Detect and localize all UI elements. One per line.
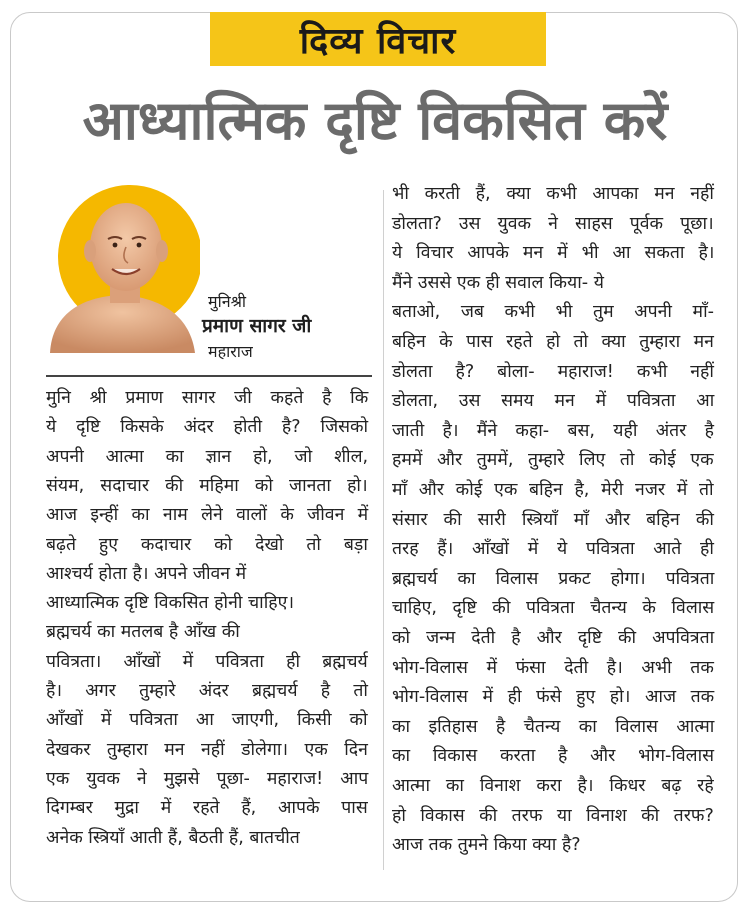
article-text-line: डोलता? उस युवक ने साहस पूर्वक पूछा। — [392, 213, 714, 234]
article-text-line: आध्यात्मिक दृष्टि विकसित होनी चाहिए। — [46, 593, 295, 614]
article-text-line: चाहिए, दृष्टि की पवित्रता चैतन्य के विलास — [392, 598, 715, 619]
article-text-line: आँखों में पवित्रता आ जाएगी, किसी को — [46, 710, 368, 731]
article-text-line: जाती है। मैंने कहा- बस, यही अंतर है — [392, 420, 715, 441]
article-text-line: ब्रह्मचर्य का विलास प्रकट होगा। पवित्रता — [392, 568, 715, 589]
article-text-line: बहिन के पास रहते हो तो क्या तुम्हारा मन — [392, 332, 714, 352]
article-text-line: आज तक तुमने किया क्या है? — [392, 835, 581, 856]
author-title: मुनिश्री — [208, 292, 247, 311]
article-text-line: ये दृष्टि किसके अंदर होती है? जिसको — [46, 417, 369, 438]
article-text-line: आश्चर्य होता है। अपने जीवन में — [46, 563, 247, 584]
article-text-line: भोग-विलास में ही फंसे हुए हो। आज तक — [392, 687, 715, 708]
article-text-line: ये विचार आपके मन में भी आ सकता है। — [392, 243, 715, 264]
author-divider — [46, 375, 372, 377]
author-credit — [200, 290, 370, 370]
article-text-line: बढ़ते हुए कदाचार को देखो तो बड़ा — [46, 534, 368, 555]
article-text-line: आज इन्हीं का नाम लेने वालों के जीवन में — [46, 505, 369, 526]
article-text-line: हो विकास की तरफ या विनाश की तरफ? — [392, 805, 714, 826]
article-text-line: पवित्रता। आँखों में पवित्रता ही ब्रह्मचर्य — [46, 651, 368, 672]
article-text-line: बताओ, जब कभी भी तुम अपनी माँ- — [392, 302, 714, 323]
article-text-line: अनेक स्त्रियाँ आती हैं, बैठती हैं, बातचीत — [46, 827, 300, 848]
article-text-line: आत्मा का विनाश करा है। किधर बढ़ रहे — [392, 776, 714, 796]
article-text-line: हममें और तुममें, तुम्हारे लिए तो कोई एक — [392, 450, 714, 471]
column-separator — [383, 190, 384, 870]
article-text-line: एक युवक ने मुझसे पूछा- महाराज! आप — [46, 768, 369, 789]
article-text-line: माँ और कोई एक बहिन है, मेरी नजर में तो — [392, 480, 714, 500]
author-name: प्रमाण सागर जी — [202, 315, 312, 337]
article-text-line: संयम, सदाचार की महिमा को जानता हो। — [46, 475, 368, 496]
article-text-line: भी करती हैं, क्या कभी आपका मन नहीं — [392, 184, 714, 204]
author-portrait — [40, 175, 200, 353]
section-banner — [210, 12, 546, 66]
article-text-line: भोग-विलास में फंसा देती है। अभी तक — [392, 657, 714, 678]
article-text-line: तरह हैं। आँखों में ये पवित्रता आते ही — [392, 539, 714, 560]
article-text-line: दिगम्बर मुद्रा में रहते हैं, आपके पास — [46, 798, 368, 819]
article-text-line: मैंने उससे एक ही सवाल किया- ये — [392, 272, 604, 293]
article-text-line: देखकर तुम्हारा मन नहीं डोलेगा। एक दिन — [46, 739, 368, 760]
article-text-line: संसार की सारी स्त्रियाँ माँ और बहिन की — [392, 509, 714, 530]
article-text-line: ब्रह्मचर्य का मतलब है आँख की — [46, 622, 240, 643]
article-text-line: डोलता है? बोला- महाराज! कभी नहीं — [392, 361, 714, 382]
article-text-line: अपनी आत्मा का ज्ञान हो, जो शील, — [46, 446, 369, 467]
article-text-line: है। अगर तुम्हारे अंदर ब्रह्मचर्य है तो — [46, 681, 368, 701]
article-text-line: का विकास करता है और भोग-विलास — [392, 746, 715, 767]
article-text-line: को जन्म देती है और दृष्टि की अपवित्रता — [392, 628, 715, 648]
article-text-line: डोलता, उस समय मन में पवित्रता आ — [392, 391, 715, 412]
article-text-line: मुनि श्री प्रमाण सागर जी कहते है कि — [46, 388, 369, 408]
article-text-line: का इतिहास है चैतन्य का विलास आत्मा — [392, 716, 715, 737]
section-banner-text: दिव्य विचार — [299, 20, 457, 62]
author-honorific: महाराज — [208, 342, 253, 361]
article-headline: आध्यात्मिक दृष्टि विकसित करें — [82, 89, 668, 152]
